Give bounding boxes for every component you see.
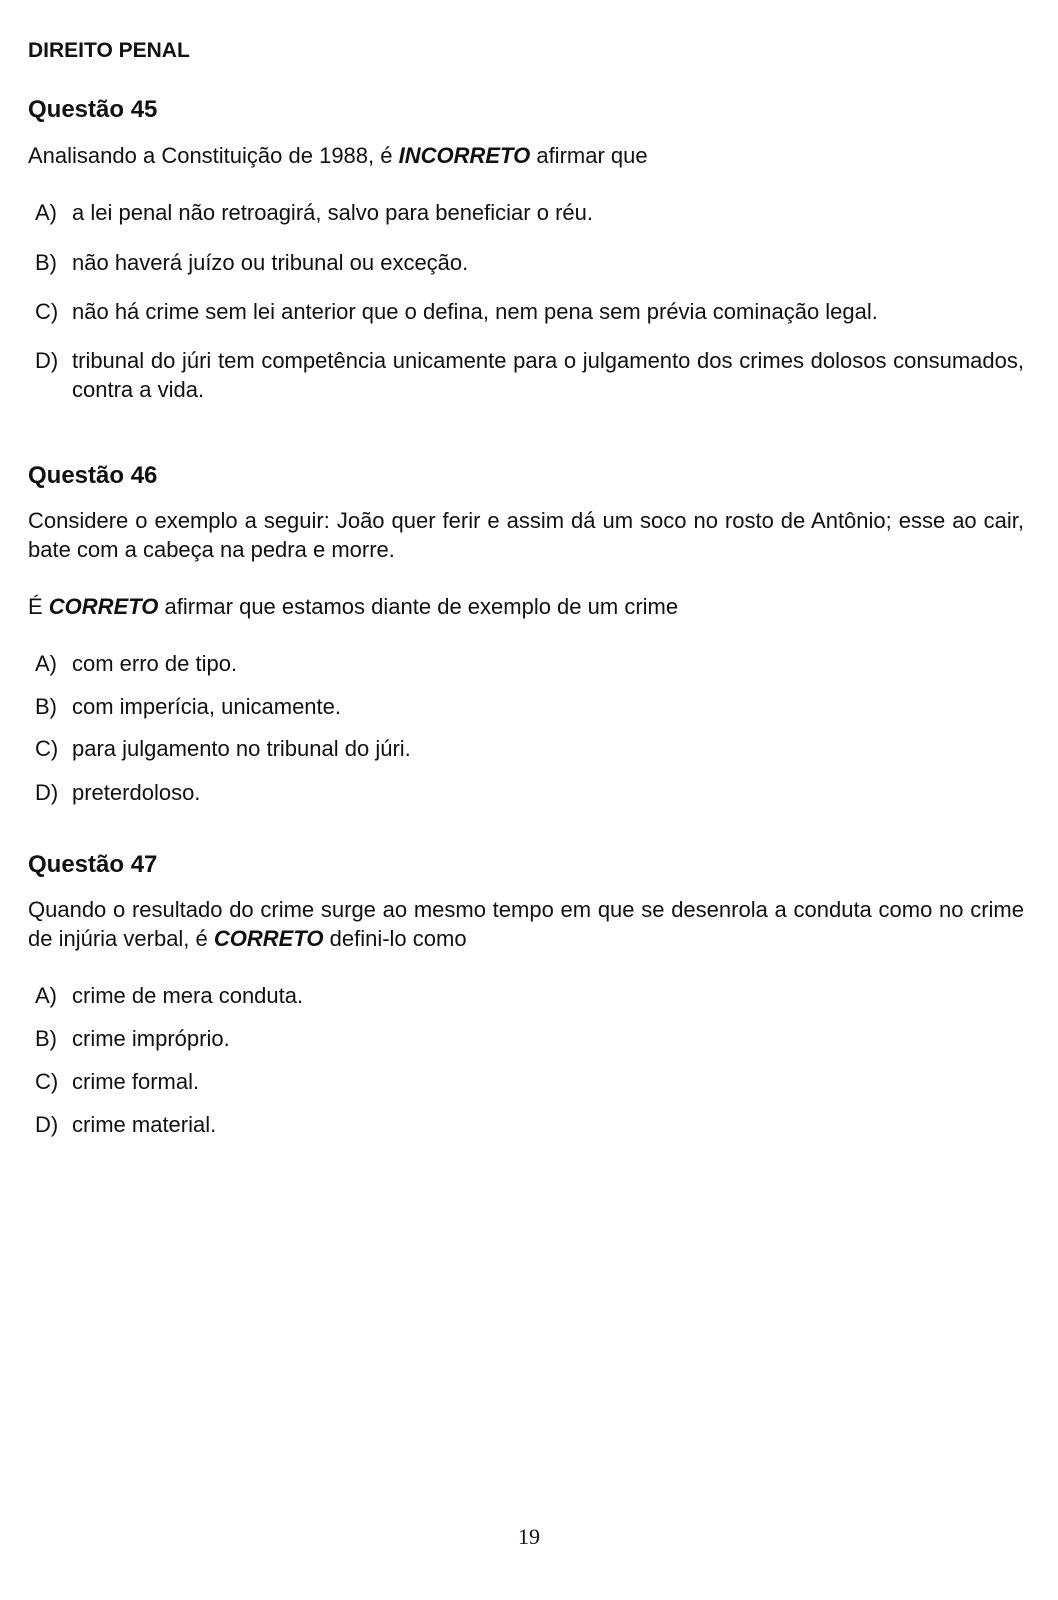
page-number: 19 xyxy=(518,1524,540,1549)
option-letter: C) xyxy=(35,736,59,761)
option-letter: B) xyxy=(35,1026,57,1051)
option-c xyxy=(35,735,1024,764)
option-letter: A) xyxy=(35,200,57,225)
option-text: tribunal do júri tem competência unicamente para o julgamento dos crimes dolosos consumados, contra a vida. xyxy=(72,348,1024,402)
option-text: preterdoloso. xyxy=(72,780,201,805)
option-b xyxy=(35,693,1024,722)
option-letter: B) xyxy=(35,250,57,275)
option-text: com erro de tipo. xyxy=(72,651,238,676)
option-letter: D) xyxy=(35,1112,59,1137)
option-a xyxy=(35,982,1024,1011)
option-d xyxy=(35,779,1024,808)
question-47-stem xyxy=(28,896,1024,953)
stem-text: afirmar que xyxy=(530,143,648,168)
question-46-stem xyxy=(28,593,1024,622)
option-text: não haverá juízo ou tribunal ou exceção. xyxy=(72,250,469,275)
question-46-title: Questão 46 xyxy=(28,462,158,489)
option-text: com imperícia, unicamente. xyxy=(72,694,341,719)
option-text: a lei penal não retroagirá, salvo para beneficiar o réu. xyxy=(72,200,593,225)
option-letter: B) xyxy=(35,694,57,719)
option-text: crime material. xyxy=(72,1112,217,1137)
question-47-title: Questão 47 xyxy=(28,851,158,878)
option-letter: D) xyxy=(35,348,59,373)
option-letter: A) xyxy=(35,651,57,676)
option-letter: C) xyxy=(35,299,59,324)
section-title: DIREITO PENAL xyxy=(28,39,190,62)
option-a xyxy=(35,650,1024,679)
stem-emphasis: CORRETO xyxy=(213,925,324,951)
option-text: crime formal. xyxy=(72,1069,200,1094)
option-letter: A) xyxy=(35,983,57,1008)
question-46-context: Considere o exemplo a seguir: João quer ferir e assim dá um soco no rosto de Antônio; esse ao cair, bate com a cabeça na pedra e morre. xyxy=(28,508,1024,562)
question-45-title: Questão 45 xyxy=(28,96,158,123)
option-d xyxy=(35,347,1024,404)
option-text: não há crime sem lei anterior que o defina, nem pena sem prévia cominação legal. xyxy=(72,299,878,324)
stem-text: Quando o resultado do crime surge ao mesmo tempo em que se desenrola a conduta como no crime de injúria verbal, é xyxy=(28,897,1024,951)
stem-emphasis: INCORRETO xyxy=(398,143,531,168)
option-letter: D) xyxy=(35,780,59,805)
option-c xyxy=(35,298,1024,327)
option-b xyxy=(35,1025,1024,1054)
option-letter: C) xyxy=(35,1069,59,1094)
option-text: para julgamento no tribunal do júri. xyxy=(72,736,411,761)
option-c xyxy=(35,1068,1024,1097)
stem-emphasis: CORRETO xyxy=(48,594,159,619)
stem-text: afirmar que estamos diante de exemplo de um crime xyxy=(158,594,679,619)
question-45-stem xyxy=(28,142,1024,171)
stem-text: defini-lo como xyxy=(323,925,467,951)
option-text: crime de mera conduta. xyxy=(72,983,304,1008)
option-b xyxy=(35,249,1024,278)
stem-text: É xyxy=(28,594,49,619)
option-text: crime impróprio. xyxy=(72,1026,230,1051)
option-a xyxy=(35,199,1024,228)
stem-text: Analisando a Constituição de 1988, é xyxy=(28,143,399,168)
option-d xyxy=(35,1111,1024,1140)
